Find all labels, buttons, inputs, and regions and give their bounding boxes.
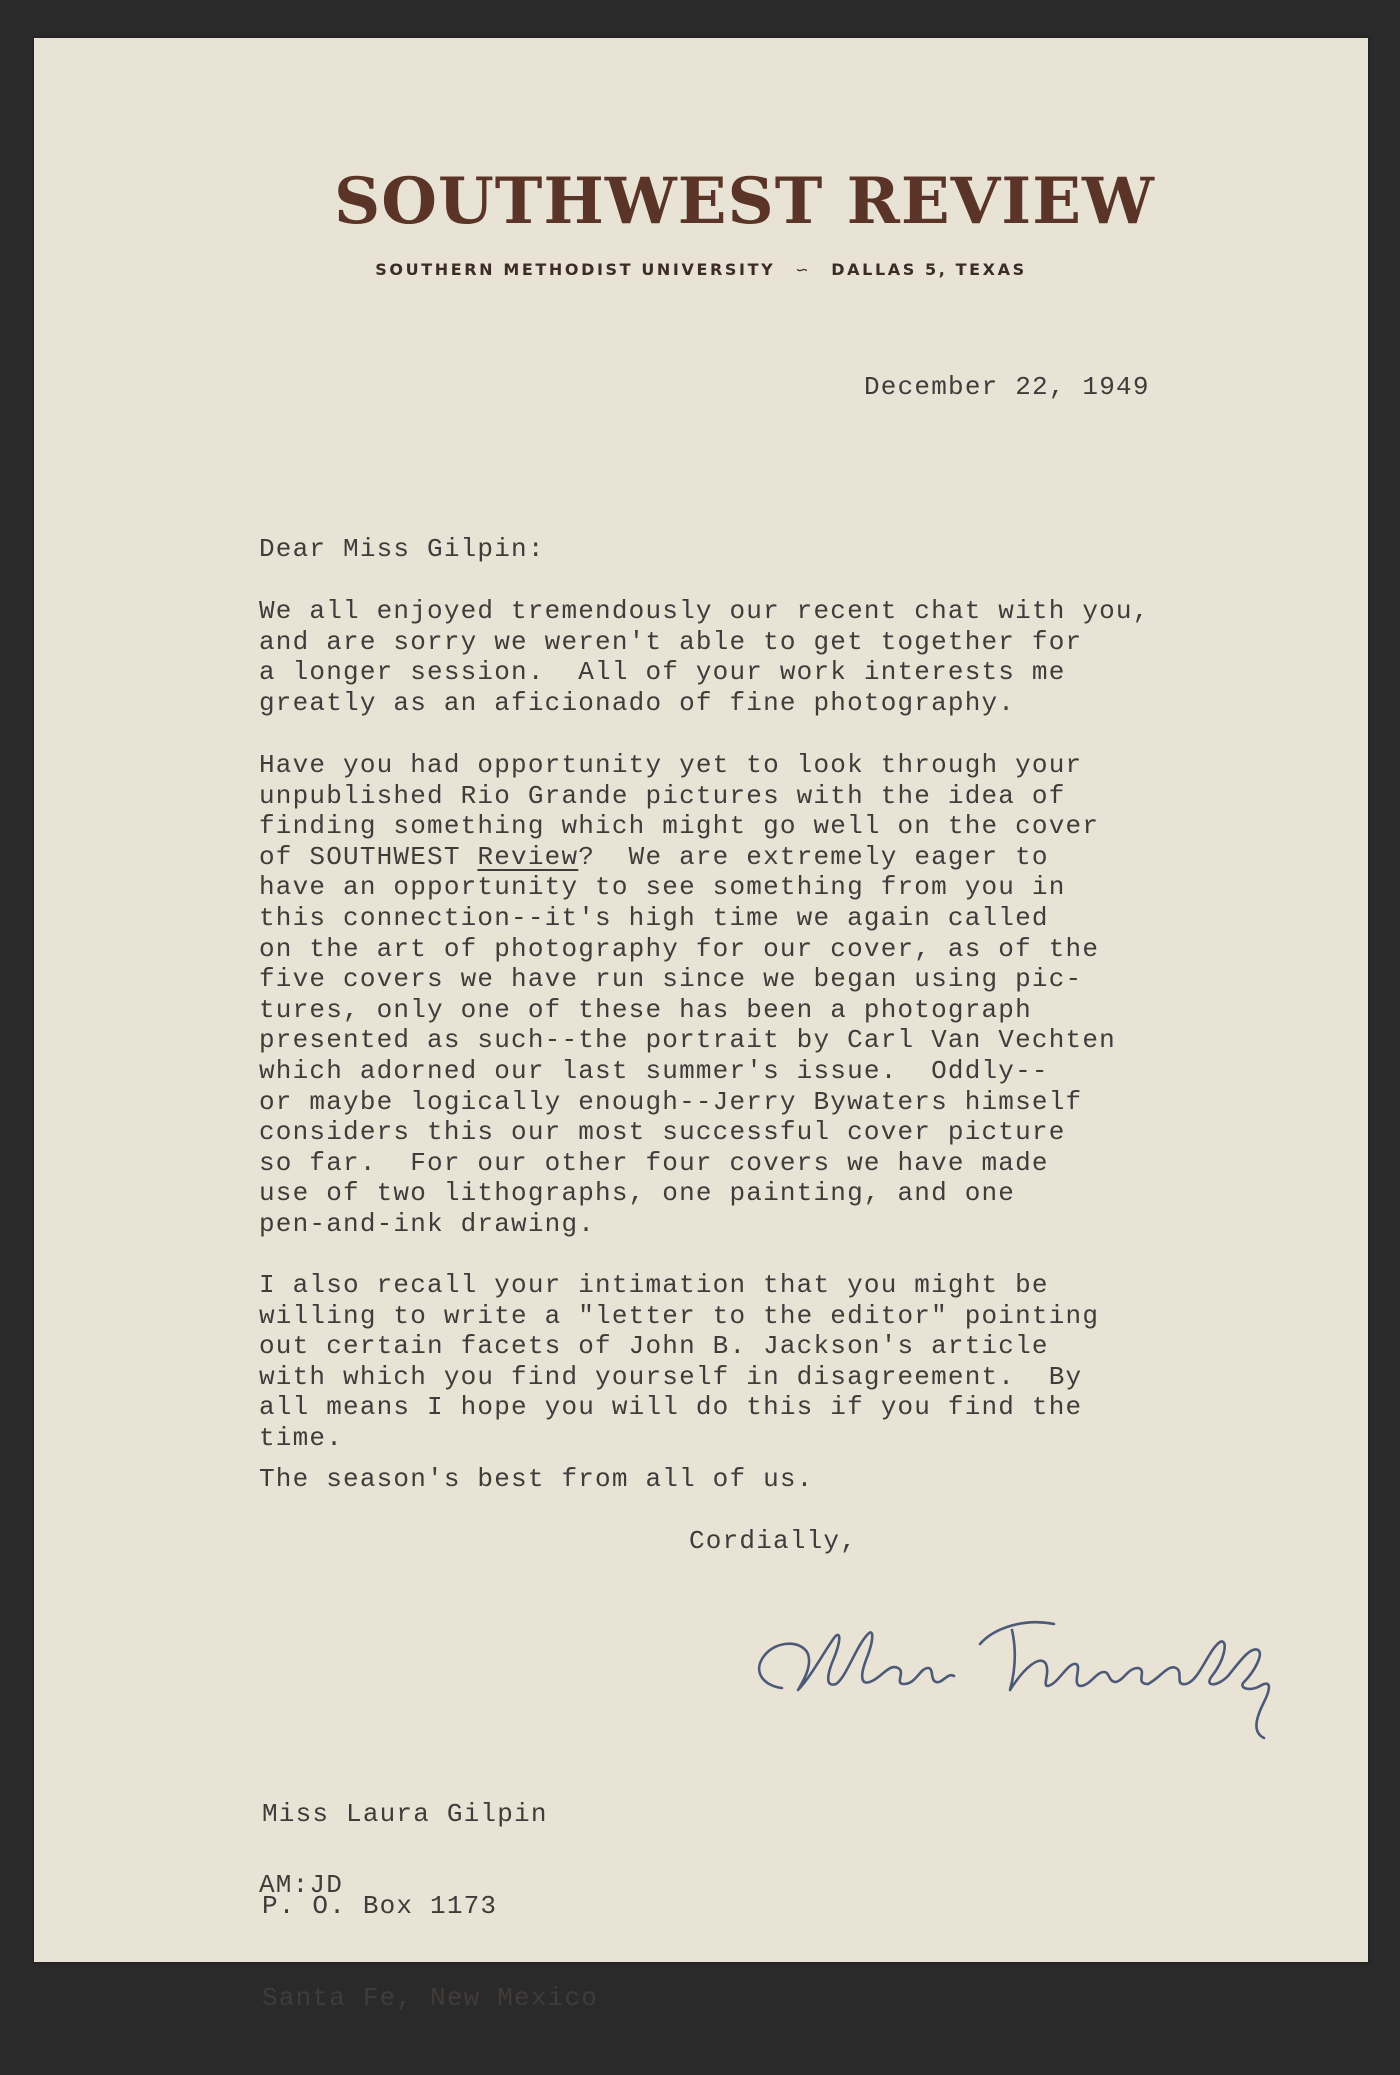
handwritten-signature-icon (724, 1568, 1284, 1748)
paragraph-2-text-start: Have you had opportunity yet to look through your unpublished Rio Grande pictures with the idea of finding something which might go well on the cover of SOUTHWEST (259, 750, 1100, 872)
recipient-address-block (262, 1738, 598, 2075)
letterhead-institution: SOUTHERN METHODIST UNIVERSITY (375, 260, 776, 279)
salutation: Dear Miss Gilpin: (259, 534, 545, 564)
underlined-review-word: Review (477, 841, 579, 872)
body-paragraph-4: The season's best from all of us. (259, 1464, 814, 1494)
letter-date: December 22, 1949 (864, 372, 1150, 402)
recipient-address-line-1: P. O. Box 1173 (262, 1890, 498, 1921)
letter-sheet (34, 38, 1368, 2013)
letterhead-title: SOUTHWEST REVIEW (334, 164, 1155, 239)
letterhead-location: DALLAS 5, TEXAS (831, 260, 1027, 279)
letterhead-separator-icon: ∽ (795, 260, 812, 279)
letterhead-subtitle (334, 260, 1068, 279)
recipient-name: Miss Laura Gilpin (262, 1799, 548, 1830)
body-paragraph-2 (259, 750, 1116, 1240)
recipient-address-line-2: Santa Fe, New Mexico (262, 1982, 599, 2013)
body-paragraph-3: I also recall your intimation that you might be willing to write a "letter to the editor" pointing out certain facets of John B. Jackson's article with which you find yourself in disagreement. By all means I hope you will do this if you find the time. (259, 1270, 1100, 1453)
typist-initials: AM:JD (259, 1870, 344, 1900)
closing: Cordially, (689, 1526, 858, 1556)
paragraph-2-text-end: ? We are extremely eager to have an opportunity to see something from you in this connection--it's high time we again called on the art of photography for our cover, as of the five covers we have run since we began using pic- tures, only one of these has been a photograph presented as such--the portrait by Carl Van Vechten which adorned our last summer's issue. Oddly-- or maybe logically enough--Jerry Bywaters himself considers this our most successful cover picture so far. For our other four covers we have made use of two lithographs, one painting, and one pen-and-ink drawing. (259, 841, 1116, 1239)
body-paragraph-1: We all enjoyed tremendously our recent chat with you, and are sorry we weren't able to get together for a longer session. All of your work interests me greatly as an aficionado of fine photography. (259, 596, 1150, 718)
